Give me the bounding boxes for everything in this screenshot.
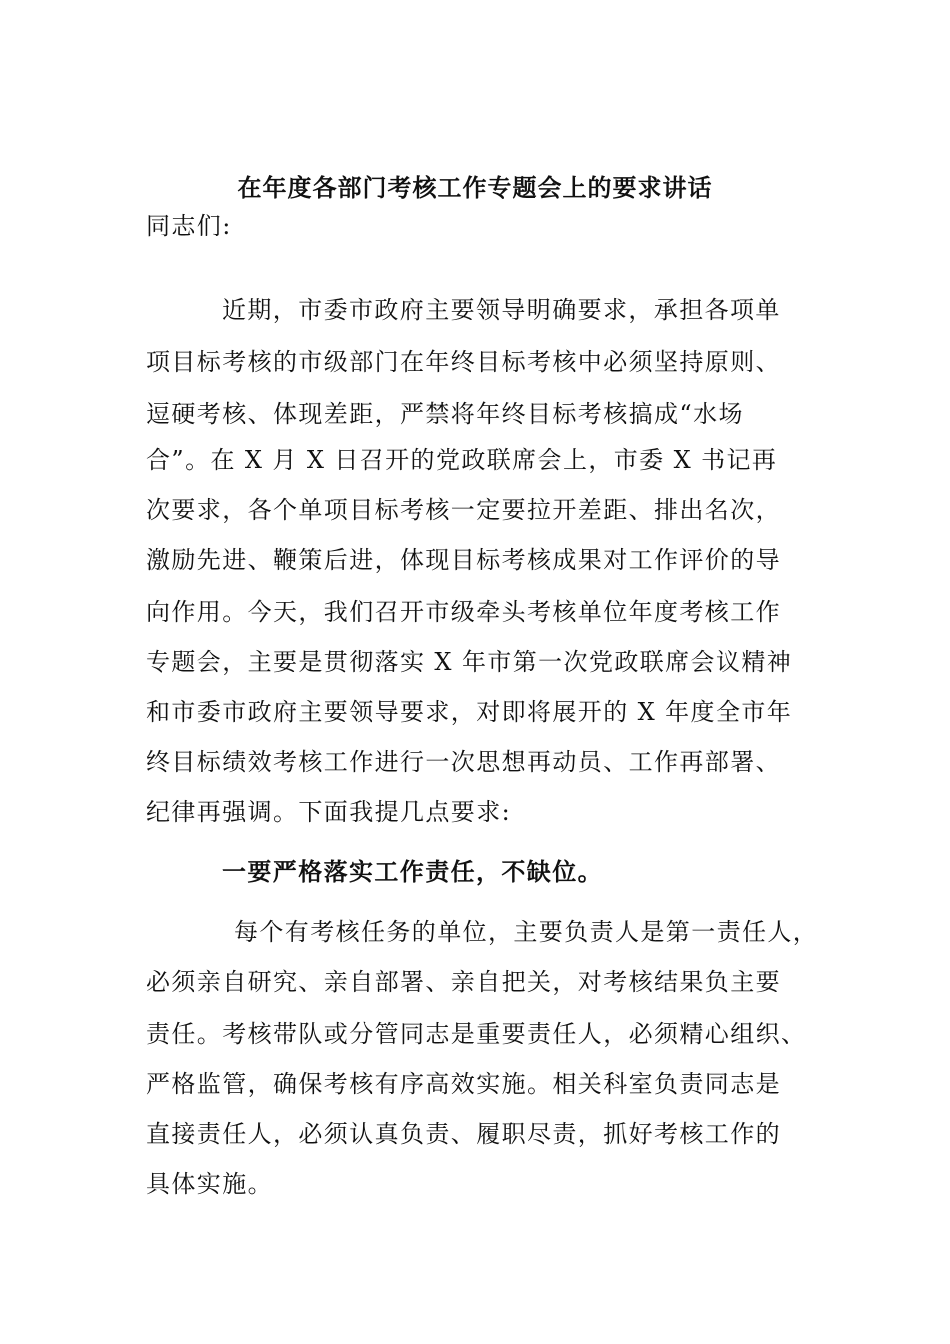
paragraph-line: 激励先进、鞭策后进，体现目标考核成果对工作评价的导 xyxy=(146,546,781,574)
paragraph-line: 严格监管，确保考核有序高效实施。相关科室负责同志是 xyxy=(146,1070,781,1098)
paragraph-line: 向作用。今天，我们召开市级牵头考核单位年度考核工作 xyxy=(146,598,781,626)
paragraph-line: 直接责任人，必须认真负责、履职尽责，抓好考核工作的 xyxy=(146,1120,781,1148)
section-heading: 一要严格落实工作责任，不缺位。 xyxy=(222,857,603,886)
paragraph-line: 逗硬考核、体现差距，严禁将年终目标考核搞成“水场 xyxy=(146,400,744,428)
document-title: 在年度各部门考核工作专题会上的要求讲话 xyxy=(237,173,713,202)
paragraph-line: 项目标考核的市级部门在年终目标考核中必须坚持原则、 xyxy=(146,348,781,376)
paragraph-line: 每个有考核任务的单位，主要负责人是第一责任人， xyxy=(234,918,819,946)
paragraph-line: 合”。在 X 月 X 日召开的党政联席会上，市委 X 书记再 xyxy=(146,446,778,474)
paragraph-line: 近期，市委市政府主要领导明确要求，承担各项单 xyxy=(222,296,781,324)
paragraph-line: 次要求，各个单项目标考核一定要拉开差距、排出名次， xyxy=(146,496,781,524)
paragraph-line: 专题会，主要是贯彻落实 X 年市第一次党政联席会议精神 xyxy=(146,648,793,676)
salutation: 同志们: xyxy=(146,212,232,240)
paragraph-line: 终目标绩效考核工作进行一次思想再动员、工作再部署、 xyxy=(146,748,781,776)
paragraph-line: 纪律再强调。下面我提几点要求: xyxy=(146,798,512,826)
paragraph-line: 具体实施。 xyxy=(146,1170,273,1198)
paragraph-line: 和市委市政府主要领导要求，对即将展开的 X 年度全市年 xyxy=(146,698,793,726)
paragraph-line: 必须亲自研究、亲自部署、亲自把关，对考核结果负主要 xyxy=(146,968,781,996)
paragraph-line: 责任。考核带队或分管同志是重要责任人，必须精心组织、 xyxy=(146,1020,807,1048)
